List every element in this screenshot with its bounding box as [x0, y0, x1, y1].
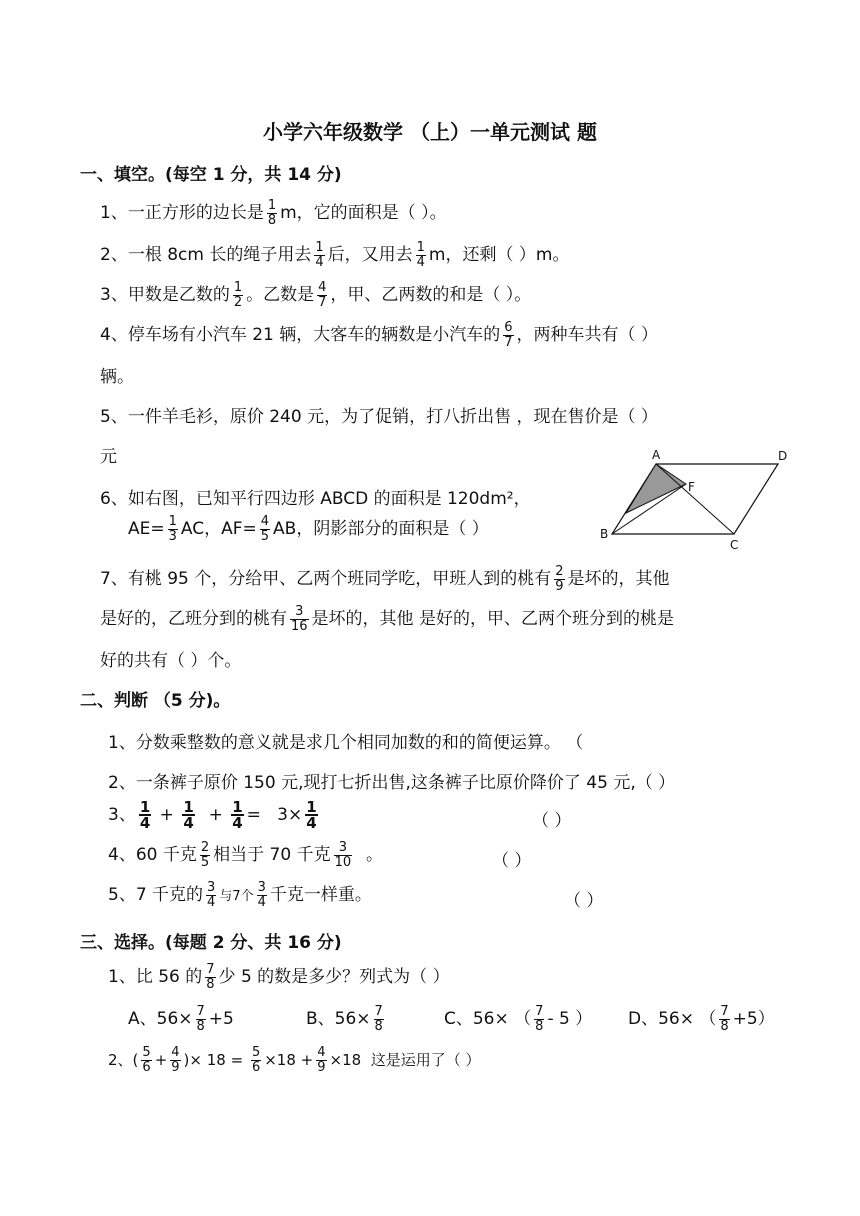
- fraction: $\frac{7}{8}$: [535, 1003, 544, 1034]
- fraction: $\frac{3}{4}$: [257, 879, 266, 910]
- fraction: $\frac{4}{7}$: [318, 279, 327, 310]
- fraction: $\frac{1}{4}$: [232, 798, 243, 832]
- section-2-header: 二、判断 （5 分)。: [80, 691, 231, 711]
- page-title: 小学六年级数学 （上）一单元测试 题: [263, 120, 597, 144]
- fraction: $\frac{1}{4}$: [139, 798, 151, 832]
- s1-q1: 1、一正方形的边长是 $\frac{1}{8}$ m，它的面积是（ ）。: [100, 197, 447, 228]
- s1-q5-cont: 元: [100, 447, 117, 467]
- s2-q5-paren: （ ）: [564, 891, 604, 911]
- parallelogram-figure: [598, 446, 798, 556]
- s1-q6: 6、如右图，已知平行四边形 ABCD 的面积是 120dm²，: [100, 489, 531, 509]
- fraction: $\frac{5}{6}$: [251, 1045, 261, 1075]
- fraction: $\frac{7}{8}$: [720, 1003, 729, 1034]
- label-a: A: [652, 448, 661, 462]
- option-b: B、56× $\frac{7}{8}$: [306, 1003, 383, 1034]
- fraction: $\frac{7}{8}$: [374, 1003, 383, 1034]
- label-b: B: [600, 527, 609, 541]
- fraction: $\frac{4}{9}$: [317, 1045, 326, 1075]
- s1-q3: 3、甲数是乙数的 $\frac{1}{2}$ 。乙数是 $\frac{4}{7}$ ，甲、乙两数的和是（ ）。: [100, 279, 532, 310]
- s2-q4-paren: （ ）: [492, 851, 532, 871]
- fraction: $\frac{1}{4}$: [315, 239, 324, 270]
- fraction: $\frac{7}{8}$: [206, 961, 215, 992]
- s1-q4-cont: 辆。: [100, 367, 134, 387]
- fraction: $\frac{3}{16}$: [291, 603, 308, 634]
- s1-q5: 5、一件羊毛衫，原价 240 元，为了促销，打八折出售 ，现在售价是（ ）: [100, 407, 658, 427]
- s2-q4: 4、60 千克 $\frac{2}{5}$ 相当于 70 千克 $\frac{3}{10}$ 。: [108, 839, 383, 870]
- s2-q3-paren: （ ）: [532, 811, 572, 831]
- fraction: $\frac{1}{8}$: [267, 197, 277, 228]
- option-c: C、56× （ $\frac{7}{8}$ - 5 ）: [444, 1003, 593, 1034]
- fraction: $\frac{1}{4}$: [183, 798, 194, 832]
- section-3-header: 三、选择。(每题 2 分、共 16 分): [80, 933, 342, 953]
- s1-q7-line2: 是好的，乙班分到的桃有 $\frac{3}{16}$ 是坏的，其他 是好的，甲、乙两个班分到的桃是: [100, 603, 674, 634]
- fraction: $\frac{7}{8}$: [196, 1003, 205, 1034]
- fraction: $\frac{4}{9}$: [171, 1045, 180, 1075]
- s1-q6-cont: AE= $\frac{1}{3}$ AC，AF= $\frac{4}{5}$ AB，阴影部分的面积是（ ）: [128, 513, 489, 544]
- fraction: $\frac{3}{10}$: [334, 839, 352, 870]
- fraction: $\frac{3}{4}$: [207, 879, 216, 910]
- s2-q3: 3、 $\frac{1}{4}$ + $\frac{1}{4}$ + $\frac{1}{4}$ = 3× $\frac{1}{4}$: [108, 798, 317, 832]
- option-d: D、56× （ $\frac{7}{8}$ +5）: [628, 1003, 775, 1034]
- fraction: $\frac{6}{7}$: [504, 319, 513, 350]
- section-1-header: 一、填空。(每空 1 分，共 14 分): [80, 165, 342, 185]
- label-f: F: [688, 480, 695, 494]
- s2-q1: 1、分数乘整数的意义就是求几个相同加数的和的简便运算。 （: [108, 733, 584, 753]
- s2-q2: 2、一条裤子原价 150 元,现打七折出售,这条裤子比原价降价了 45 元,（ ）: [108, 773, 676, 793]
- fraction: $\frac{1}{4}$: [306, 798, 317, 832]
- s1-q2: 2、一根 8cm 长的绳子用去 $\frac{1}{4}$ 后，又用去 $\frac{1}{4}$ m，还剩（ ）m。: [100, 239, 570, 270]
- label-c: C: [730, 538, 739, 552]
- s2-q5: 5、7 千克的 $\frac{3}{4}$ 与7个 $\frac{3}{4}$ 千克一样重。: [108, 879, 372, 910]
- fraction: $\frac{1}{4}$: [416, 239, 425, 270]
- fraction: $\frac{2}{9}$: [555, 563, 564, 594]
- fraction: $\frac{1}{2}$: [233, 279, 243, 310]
- s3-q1: 1、比 56 的 $\frac{7}{8}$ 少 5 的数是多少？列式为（ ）: [108, 961, 450, 992]
- fraction: $\frac{2}{5}$: [200, 839, 210, 870]
- fraction: $\frac{1}{3}$: [168, 513, 177, 544]
- s3-q2: 2、( $\frac{5}{6}$ + $\frac{4}{9}$ )× 18 = $\frac{5}{6}$ ×18 + $\frac{4}{9}$ ×18 这是运用了（ ）: [108, 1045, 481, 1075]
- fraction: $\frac{4}{5}$: [260, 513, 270, 544]
- s1-q4: 4、停车场有小汽车 21 辆，大客车的辆数是小汽车的 $\frac{6}{7}$ ，两种车共有（ ）: [100, 319, 658, 350]
- s1-q7: 7、有桃 95 个，分给甲、乙两个班同学吃，甲班人到的桃有 $\frac{2}{9}$ 是坏的，其他: [100, 563, 670, 594]
- s1-q7-line3: 好的共有（ ）个。: [100, 651, 242, 671]
- label-d: D: [778, 449, 788, 463]
- fraction: $\frac{5}{6}$: [142, 1045, 151, 1075]
- option-a: A、56× $\frac{7}{8}$ +5: [128, 1003, 234, 1034]
